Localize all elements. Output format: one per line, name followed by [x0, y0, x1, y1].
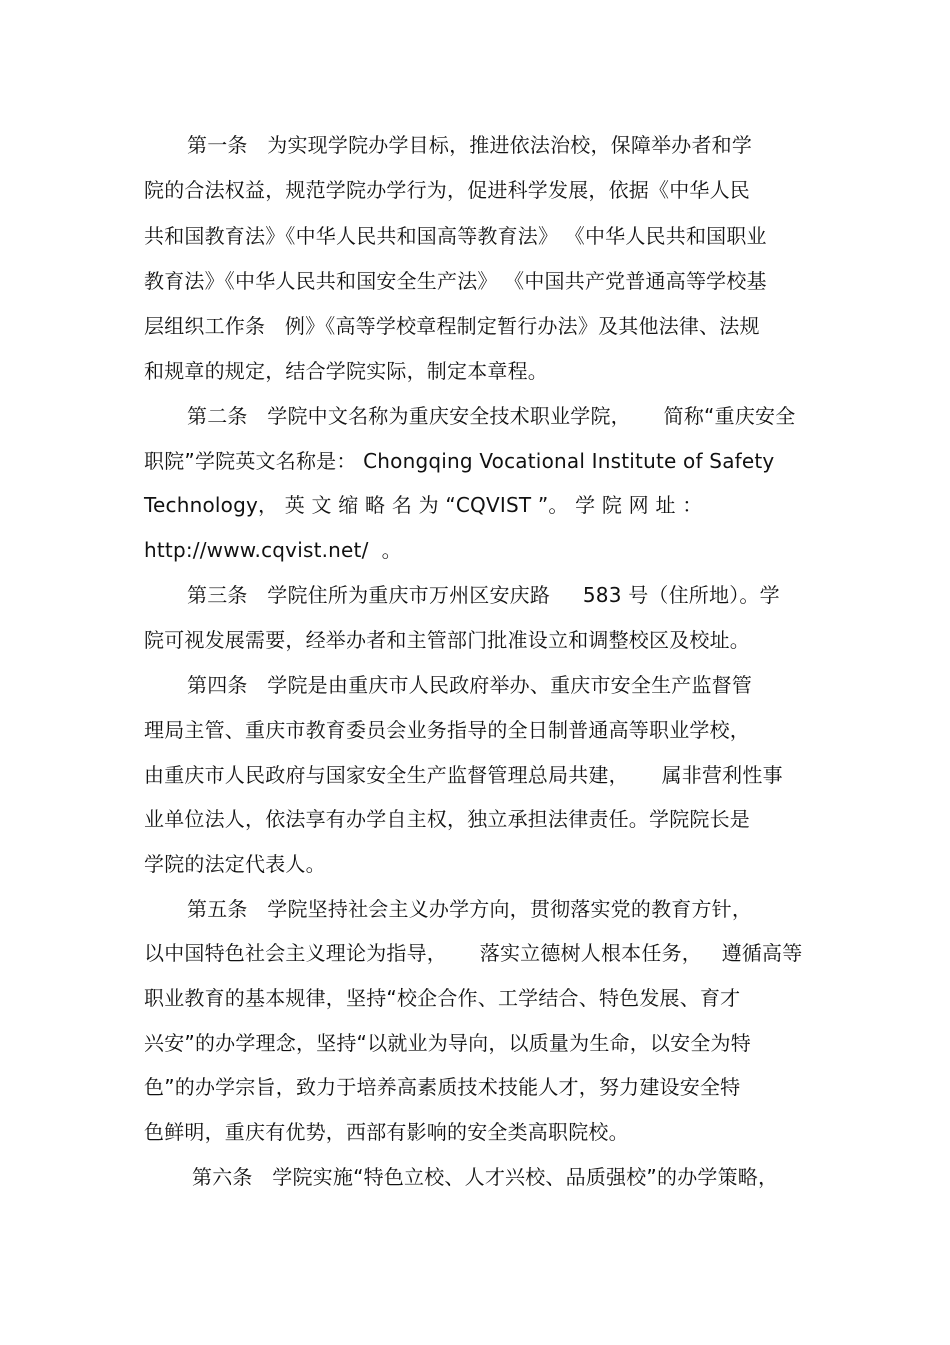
- article-5-line-6: 色鲜明，重庆有优势，西部有影响的安全类高职院校。: [144, 1120, 629, 1144]
- article-3-line-2: 院可视发展需要，经举办者和主管部门批准设立和调整校区及校址。: [144, 628, 750, 652]
- article-4-line-3: 由重庆市人民政府与国家安全生产监督管理总局共建， 属非营利性事: [144, 763, 783, 787]
- article-4-line-4: 业单位法人，依法享有办学自主权，独立承担法律责任。学院院长是: [144, 807, 750, 831]
- article-2-line-1: 第二条 学院中文名称为重庆安全技术职业学院， 简称“重庆安全: [187, 404, 796, 428]
- article-1-line-5: 层组织工作条 例》《高等学校章程制定暂行办法》及其他法律、法规: [144, 314, 760, 338]
- article-1-line-6: 和规章的规定，结合学院实际，制定本章程。: [144, 359, 548, 383]
- article-1-line-1: 第一条 为实现学院办学目标，推进依法治校，保障举办者和学: [187, 133, 753, 157]
- article-6-line-1: 第六条 学院实施“特色立校、人才兴校、品质强校”的办学策略，: [192, 1165, 779, 1189]
- article-5-line-3: 职业教育的基本规律，坚持“校企合作、工学结合、特色发展、育才: [144, 986, 741, 1010]
- article-5-line-4: 兴安”的办学理念，坚持“以就业为导向，以质量为生命，以安全为特: [144, 1031, 751, 1055]
- article-3-line-1: 第三条 学院住所为重庆市万州区安庆路 583 号（住所地）。学: [187, 583, 780, 607]
- article-4-line-1: 第四条 学院是由重庆市人民政府举办、重庆市安全生产监督管: [187, 673, 753, 697]
- article-5-line-1: 第五条 学院坚持社会主义办学方向，贯彻落实党的教育方针，: [187, 897, 753, 921]
- article-1-line-3: 共和国教育法》《中华人民共和国高等教育法》 《中华人民共和国职业: [144, 224, 767, 248]
- article-2-line-4: http://www.cqvist.net/ 。: [144, 538, 402, 562]
- article-2-line-2: 职院”学院英文名称是： Chongqing Vocational Institute of Safety: [144, 449, 775, 473]
- article-4-line-5: 学院的法定代表人。: [144, 852, 326, 876]
- article-1-line-4: 教育法》《中华人民共和国安全生产法》 《中国共产党普通高等学校基: [144, 269, 767, 293]
- article-2-line-3: Technology， 英 文 缩 略 名 为 “CQVIST ”。 学 院 网 址 ：: [144, 493, 703, 517]
- article-5-line-2: 以中国特色社会主义理论为指导， 落实立德树人根本任务， 遵循高等: [144, 941, 803, 965]
- article-5-line-5: 色”的办学宗旨，致力于培养高素质技术技能人才，努力建设安全特: [144, 1075, 741, 1099]
- article-1-line-2: 院的合法权益，规范学院办学行为，促进科学发展，依据《中华人民: [144, 178, 750, 202]
- article-4-line-2: 理局主管、重庆市教育委员会业务指导的全日制普通高等职业学校，: [144, 718, 750, 742]
